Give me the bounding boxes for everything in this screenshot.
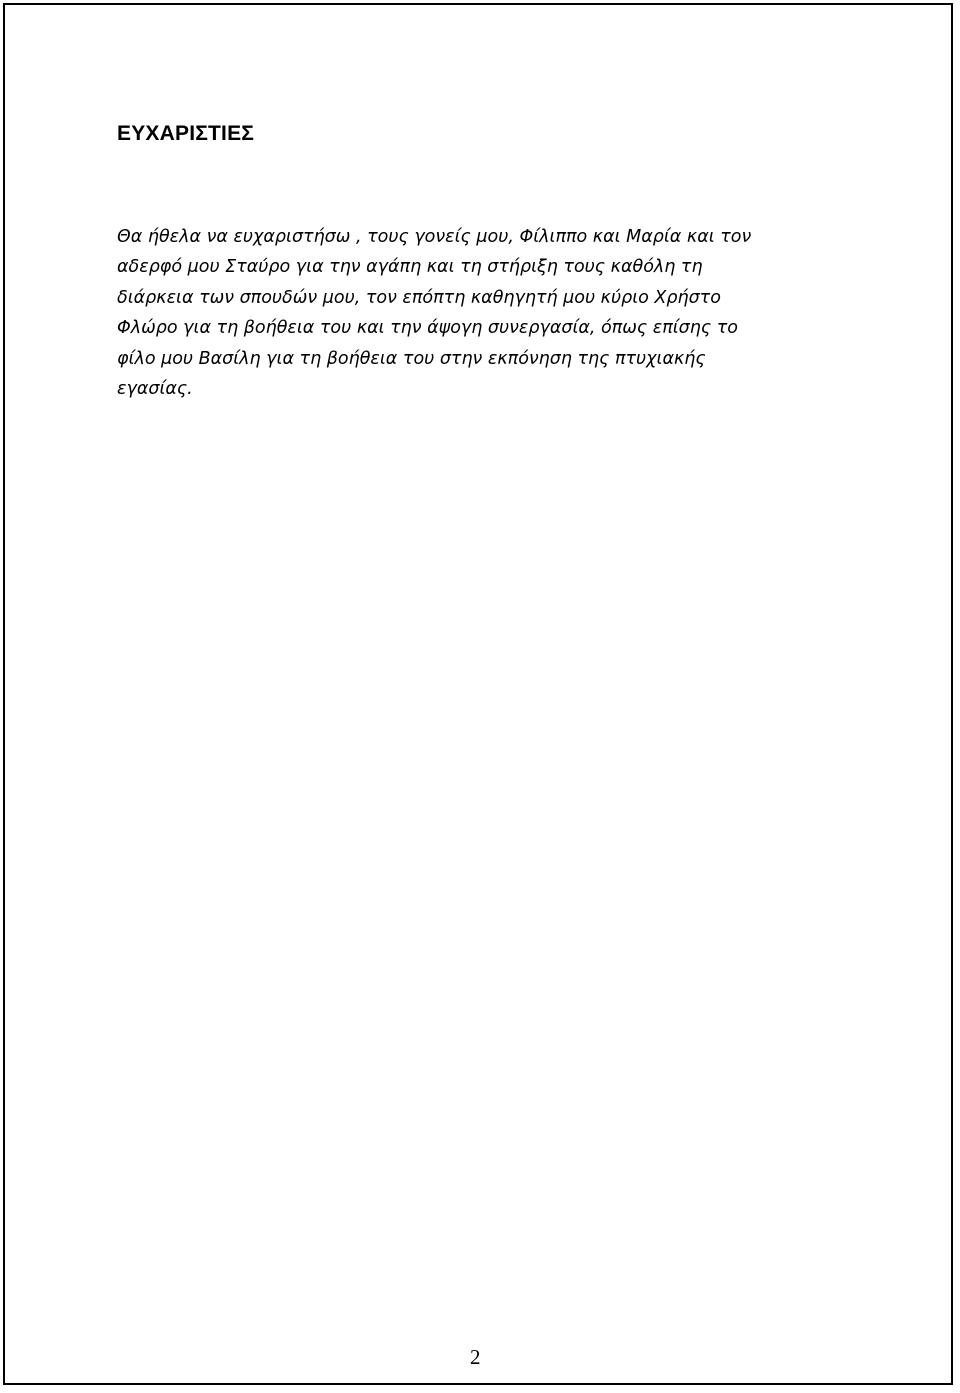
page-number: 2 — [470, 1345, 481, 1369]
paragraph-line: φίλο μου Βασίλη για τη βοήθεια του στην εκπόνηση της πτυχιακής — [117, 348, 706, 369]
paragraph-line: αδερφό μου Σταύρο για την αγάπη και τη στήριξη τους καθόλη τη — [117, 257, 703, 278]
paragraph-line: Θα ήθελα να ευχαριστήσω , τους γονείς μου, Φίλιππο και Μαρία και τον — [117, 227, 752, 247]
paragraph-line: εγασίας. — [117, 379, 193, 400]
page-heading: ΕΥΧΑΡΙΣΤΙΕΣ — [117, 122, 255, 145]
acknowledgements-paragraph — [117, 222, 751, 404]
paragraph-line: διάρκεια των σπουδών μου, τον επόπτη καθηγητή μου κύριο Χρήστο — [117, 287, 721, 308]
page-border — [3, 3, 953, 1385]
paragraph-line: Φλώρο για τη βοήθεια του και την άψογη συνεργασία, όπως επίσης το — [117, 318, 738, 339]
